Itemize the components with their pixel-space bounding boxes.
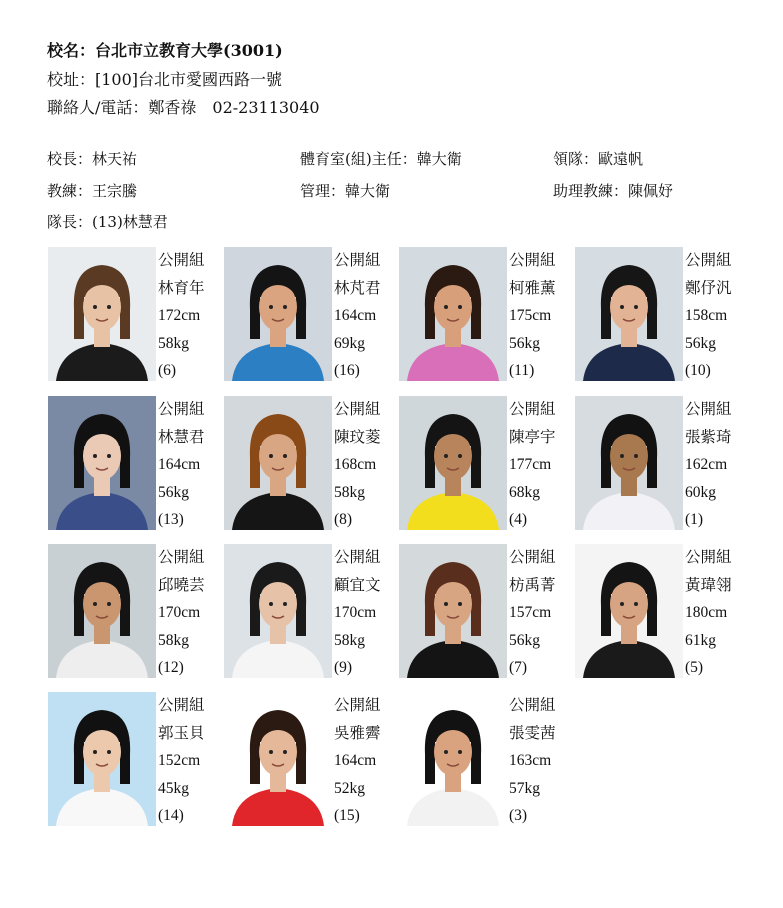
player-details [685,247,732,385]
player-group: 公開組 [509,401,556,418]
player-card [399,544,575,680]
captain: 隊長：(13)林慧君 [47,213,168,231]
coach: 教練：王宗騰 [47,182,138,200]
player-height: 158cm [685,307,728,324]
player-name: 吳雅霽 [334,724,381,742]
player-name: 柯雅薰 [509,279,556,297]
player-group: 公開組 [158,549,205,566]
player-weight: 58kg [158,334,189,352]
manager: 管理：韓大衛 [300,182,391,200]
player-number: (10) [685,362,711,379]
player-number: (8) [334,511,353,528]
player-details [685,544,732,682]
player-card [399,692,575,828]
player-photo [48,544,156,678]
player-group: 公開組 [334,549,381,566]
player-height: 164cm [334,752,377,769]
player-details [685,396,732,534]
player-group: 公開組 [158,252,205,269]
player-name: 邱曉芸 [158,576,205,594]
player-weight: 58kg [334,631,365,649]
player-height: 157cm [509,604,552,621]
player-weight: 58kg [158,631,189,649]
player-height: 170cm [334,604,377,621]
player-name: 枋禹菁 [509,576,556,594]
player-photo [224,692,332,826]
player-number: (5) [685,659,704,676]
player-group: 公開組 [334,697,381,714]
player-weight: 52kg [334,779,365,797]
player-card [575,247,751,383]
assistant-coach: 助理教練：陳佩妤 [553,182,674,200]
player-photo [399,544,507,678]
player-card [224,692,400,828]
player-number: (9) [334,659,353,676]
player-name: 張雯茜 [509,724,556,742]
player-number: (16) [334,362,360,379]
player-photo [224,247,332,381]
player-name: 陳亭宇 [509,428,556,446]
player-number: (12) [158,659,184,676]
player-photo [48,396,156,530]
player-photo [575,396,683,530]
player-details [158,544,205,682]
player-photo [575,247,683,381]
player-weight: 69kg [334,334,365,352]
school-address: 校址：[100]台北市愛國西路一號 [47,70,283,89]
player-number: (1) [685,511,704,528]
player-details [334,247,381,385]
player-number: (3) [509,807,528,824]
player-weight: 60kg [685,483,716,501]
player-details [509,396,556,534]
player-number: (11) [509,362,535,379]
player-number: (15) [334,807,360,824]
player-card [575,396,751,532]
player-card [48,396,224,532]
player-card [399,247,575,383]
school-name: 校名：台北市立教育大學(3001) [47,41,283,60]
player-group: 公開組 [509,252,556,269]
player-photo [48,692,156,826]
player-details [158,396,205,534]
player-weight: 56kg [509,334,540,352]
player-name: 黃瑋翎 [685,576,732,594]
player-weight: 68kg [509,483,540,501]
player-card [399,396,575,532]
team-leader: 領隊：歐遠帆 [553,150,644,168]
player-photo [48,247,156,381]
player-details [158,247,205,385]
player-card [224,247,400,383]
player-card [48,692,224,828]
player-height: 180cm [685,604,728,621]
player-photo [224,544,332,678]
player-number: (14) [158,807,184,824]
player-group: 公開組 [334,252,381,269]
player-height: 163cm [509,752,552,769]
player-height: 177cm [509,456,552,473]
player-weight: 61kg [685,631,716,649]
player-weight: 57kg [509,779,540,797]
player-name: 林育年 [158,279,205,297]
player-weight: 45kg [158,779,189,797]
director: 體育室(組)主任：韓大衛 [300,150,462,168]
player-details [334,692,381,830]
player-photo [399,247,507,381]
player-name: 張紫琦 [685,428,732,446]
player-height: 152cm [158,752,201,769]
player-details [509,692,556,830]
player-details [509,544,556,682]
player-number: (7) [509,659,528,676]
player-weight: 56kg [509,631,540,649]
player-details [509,247,556,385]
player-details [334,544,381,682]
player-height: 164cm [334,307,377,324]
player-group: 公開組 [509,697,556,714]
player-name: 林慧君 [158,428,205,446]
player-card [575,544,751,680]
principal: 校長：林天祐 [47,150,138,168]
player-photo [224,396,332,530]
player-photo [575,544,683,678]
player-group: 公開組 [685,549,732,566]
player-number: (4) [509,511,528,528]
player-details [334,396,381,534]
player-group: 公開組 [158,401,205,418]
player-height: 164cm [158,456,201,473]
player-height: 168cm [334,456,377,473]
player-height: 172cm [158,307,201,324]
player-height: 162cm [685,456,728,473]
player-group: 公開組 [685,252,732,269]
player-name: 陳玟菱 [334,428,381,446]
player-number: (13) [158,511,184,528]
school-contact: 聯絡人/電話：鄭香祿 02-23113040 [47,98,320,117]
player-weight: 56kg [685,334,716,352]
player-height: 170cm [158,604,201,621]
player-group: 公開組 [509,549,556,566]
player-details [158,692,205,830]
player-name: 林芃君 [334,279,381,297]
player-weight: 56kg [158,483,189,501]
player-photo [399,396,507,530]
player-group: 公開組 [685,401,732,418]
player-number: (6) [158,362,177,379]
player-name: 顧宜文 [334,576,381,594]
player-card [48,544,224,680]
player-group: 公開組 [334,401,381,418]
player-photo [399,692,507,826]
player-card [224,396,400,532]
player-name: 郭玉貝 [158,724,205,742]
player-card [224,544,400,680]
player-card [48,247,224,383]
player-name: 鄭伃汎 [685,279,732,297]
player-height: 175cm [509,307,552,324]
player-weight: 58kg [334,483,365,501]
player-group: 公開組 [158,697,205,714]
